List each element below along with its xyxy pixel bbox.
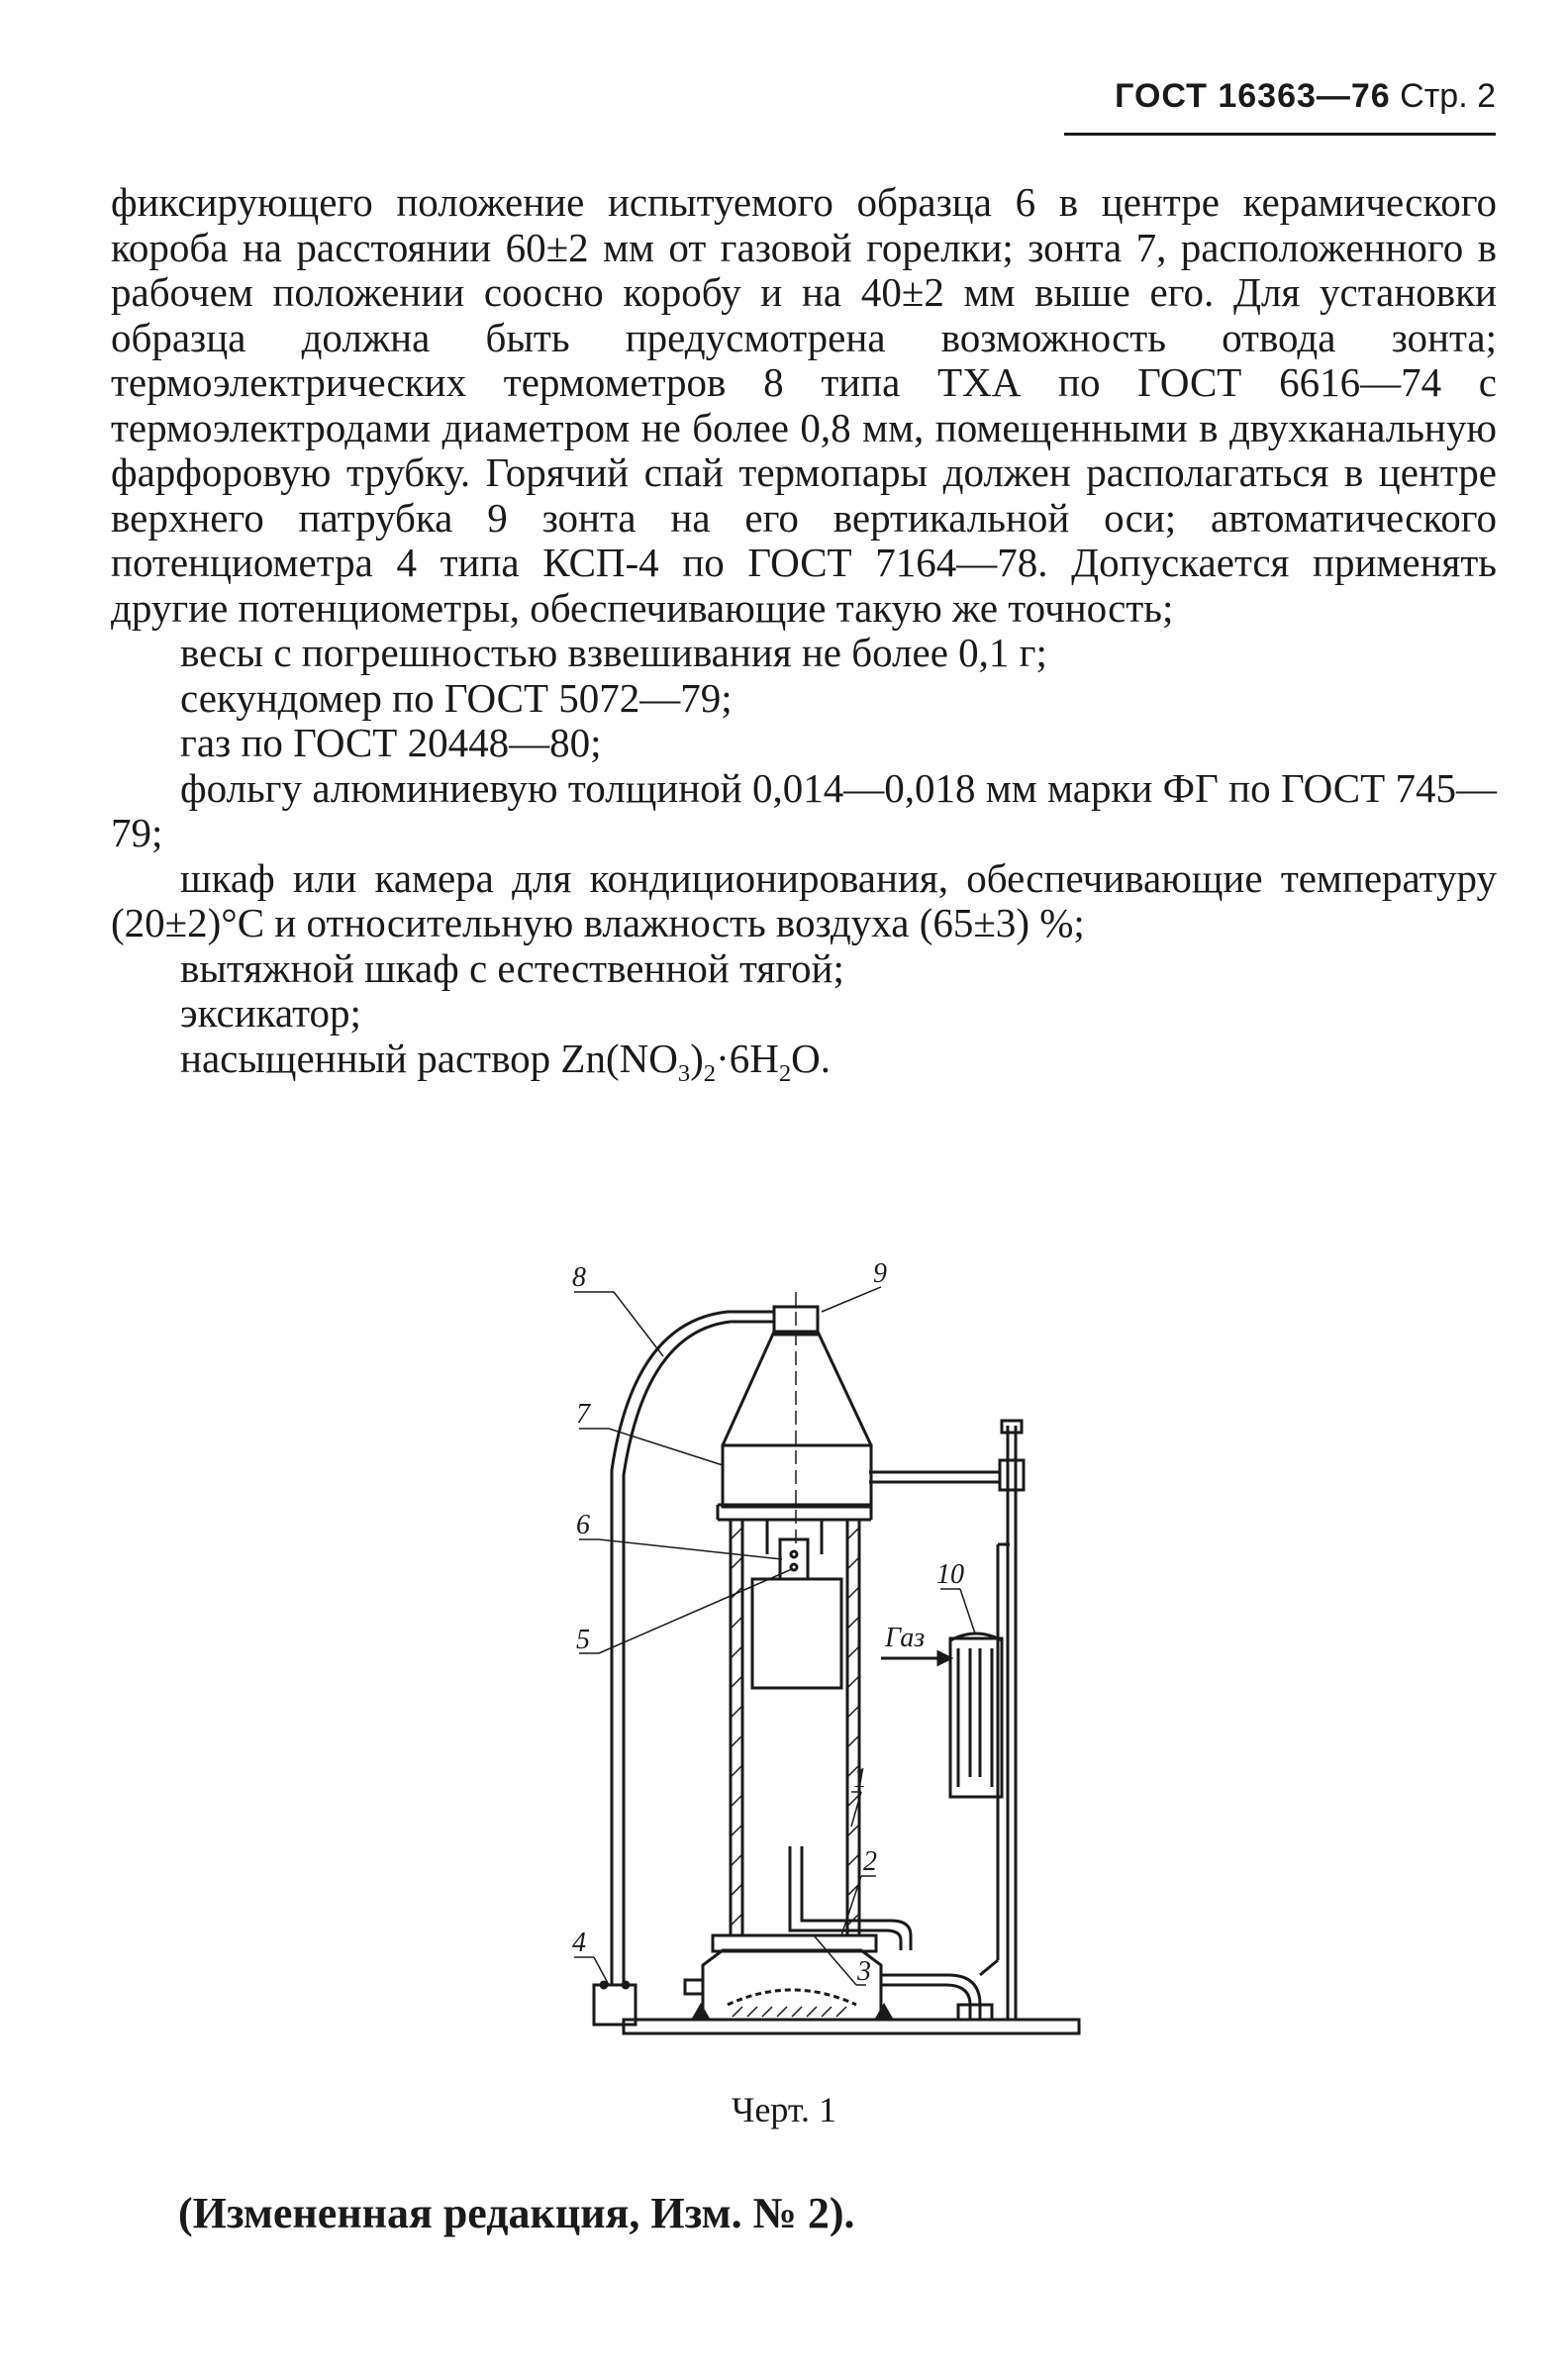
test-sample <box>752 1579 841 1688</box>
solution-sub-1: 3 <box>677 1059 691 1087</box>
label-9: 9 <box>873 1258 887 1289</box>
item-desiccator: эксикатор; <box>180 990 361 1036</box>
solution-sub-2: 2 <box>703 1059 717 1087</box>
item-foil: фольгу алюминиевую толщиной 0,014—0,018 мм марки ФГ по ГОСТ 745—79; <box>111 764 1497 855</box>
item-stopwatch: секундомер по ГОСТ 5072—79; <box>180 674 733 721</box>
revision-note: (Измененная редакция, Изм. № 2). <box>178 2189 855 2237</box>
document-body <box>111 180 1497 1096</box>
paragraph-equipment: фиксирующего положение испытуемого образца 6 в центре керамического короба на расстоянии 60±2 мм от газовой горелки; зонта 7, расположенного в рабочем положении соосно коробу и на 40±2 мм выше его. Для установки образца должна быть предусмотрена возможность отвода зонта; термоэлектрических термометров 8 типа ТХА по ГОСТ 6616—74 с термоэлектродами диаметром не более 0,8 мм, помещенными в двухканальную фарфоровую трубку. Горячий спай термопары должен располагаться в центре верхнего патрубка 9 зонта на его вертикальной оси; автоматического потенциометра 4 типа КСП-4 по ГОСТ 7164—78. Допускается применять другие потенциометры, обеспечивающие такую же точность; <box>111 179 1497 631</box>
figure-caption: Черт. 1 <box>732 2090 836 2129</box>
label-1: 1 <box>853 1763 867 1794</box>
item-fumehood: вытяжной шкаф с естественной тягой; <box>180 944 844 991</box>
label-8: 8 <box>572 1262 586 1293</box>
label-6: 6 <box>576 1510 590 1540</box>
solution-text-1: насыщенный раствор Zn(NO <box>180 1035 678 1081</box>
solution-text-4: O. <box>791 1035 832 1081</box>
label-4: 4 <box>572 1928 586 1958</box>
apparatus-drawing <box>554 1252 1109 2054</box>
item-solution <box>111 1037 1497 1097</box>
hood <box>723 1445 871 1507</box>
burner-housing <box>703 1950 881 2020</box>
base-plate <box>624 2020 1079 2033</box>
item-cabinet: шкаф или камера для кондиционирования, обеспечивающие температуру (20±2)°С и относительную влажность воздуха (65±3) %; <box>111 854 1497 945</box>
solution-text-3: ·6H <box>716 1035 779 1081</box>
label-10: 10 <box>936 1559 964 1590</box>
label-3: 3 <box>857 1956 871 1987</box>
page-number: Стр. 2 <box>1400 77 1496 115</box>
solution-text-2: ) <box>690 1035 704 1081</box>
document-id: ГОСТ 16363—76 <box>1115 77 1391 115</box>
solution-sub-3: 2 <box>778 1059 792 1087</box>
label-gas: Газ <box>885 1623 926 1653</box>
label-7: 7 <box>576 1399 590 1430</box>
item-scales: весы с погрешностью взвешивания не более 0,1 г; <box>180 630 1047 675</box>
label-5: 5 <box>576 1625 590 1655</box>
label-2: 2 <box>863 1846 877 1877</box>
item-gas: газ по ГОСТ 20448—80; <box>180 720 602 765</box>
page-header <box>1064 77 1496 136</box>
